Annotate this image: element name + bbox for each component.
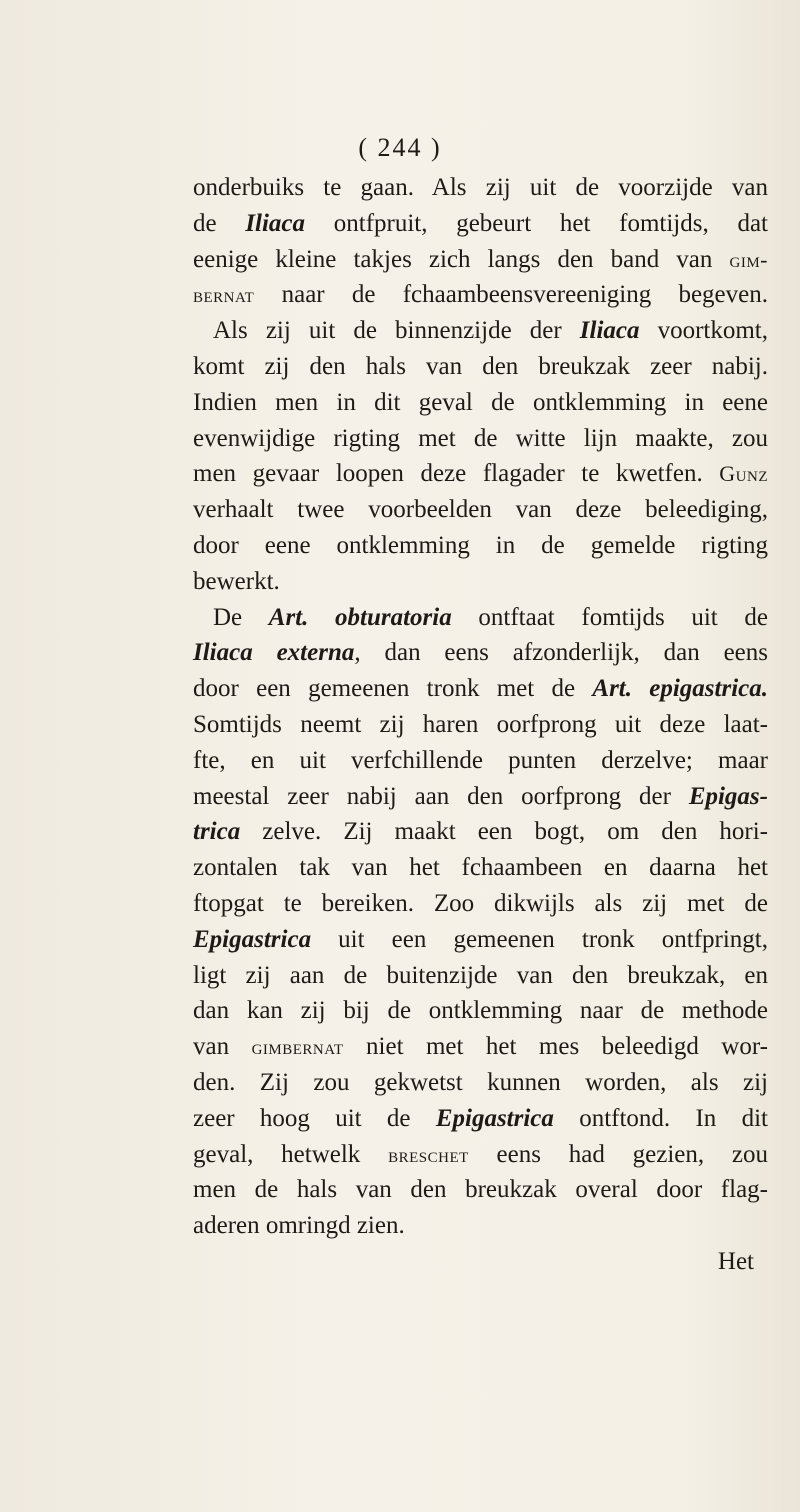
text-run: zeer hoog uit de — [193, 1104, 436, 1132]
text-line — [193, 1029, 768, 1065]
text-run: ligt zij aan de buitenzijde van den breukzak, en — [193, 961, 768, 989]
text-run: uit een gemeenen tronk ontfpringt, — [311, 925, 768, 953]
italic-term: Iliaca — [579, 317, 640, 345]
italic-term: Iliaca — [245, 209, 306, 237]
text-run: men de hals van den breukzak overal door flag- — [193, 1176, 768, 1204]
text-run: aderen omringd zien. — [193, 1212, 405, 1240]
text-line — [193, 492, 768, 528]
body-text — [193, 170, 768, 1280]
italic-term: Epigas- — [688, 782, 768, 810]
text-run: De — [213, 603, 269, 631]
text-line — [193, 170, 768, 206]
author-name: gimbernat — [251, 1034, 344, 1060]
text-line — [193, 1101, 768, 1137]
text-line — [193, 922, 768, 958]
text-line — [193, 242, 768, 278]
italic-term: trica — [193, 818, 241, 846]
text-run: ontftond. In dit — [553, 1104, 769, 1132]
text-run: bewerkt. — [193, 567, 280, 595]
text-run: verhaalt twee voorbeelden van deze beleediging, — [193, 496, 768, 524]
italic-term: Iliaca externa — [193, 639, 355, 667]
page-number: ( 244 ) — [358, 133, 442, 162]
author-name: gim- — [729, 246, 768, 272]
text-run: voortkomt, — [639, 317, 768, 345]
text-line — [193, 277, 768, 313]
text-run: van — [193, 1033, 252, 1061]
text-run: niet met het mes beleedigd wor- — [343, 1033, 768, 1061]
text-line — [193, 1137, 768, 1173]
text-line — [193, 993, 768, 1029]
text-run: onderbuiks te gaan. Als zij uit de voorzijde van — [193, 174, 768, 201]
text-line — [193, 313, 768, 349]
text-run: zelve. Zij maakt een bogt, om den hori- — [240, 818, 768, 846]
italic-term: Epigastrica — [435, 1104, 554, 1132]
text-line — [193, 206, 768, 242]
text-line — [193, 456, 768, 492]
italic-term: Epigastrica — [193, 925, 312, 953]
text-run: door eene ontklemming in de gemelde rigting — [193, 531, 768, 559]
author-name: breschet — [388, 1141, 469, 1167]
text-line — [193, 1208, 768, 1244]
text-run: , dan eens afzonderlijk, dan eens — [354, 639, 768, 667]
italic-term: Art. obturatoria — [268, 603, 452, 631]
text-line — [193, 958, 768, 994]
text-line — [193, 635, 768, 671]
catchword — [193, 1244, 768, 1280]
text-line — [193, 779, 768, 815]
text-line — [193, 600, 768, 636]
text-line — [193, 671, 768, 707]
text-run: men gevaar loopen deze flagader te kwetfen. — [193, 460, 720, 488]
text-run: naar de fchaambeensvereeniging begeven. — [254, 281, 768, 309]
text-run: fte, en uit verfchillende punten derzelve; maar — [193, 746, 768, 774]
text-line — [193, 564, 768, 600]
text-run: geval, hetwelk — [193, 1140, 389, 1168]
author-name: bernat — [193, 282, 255, 308]
text-run: eens had gezien, zou — [468, 1140, 768, 1168]
italic-term: Art. epigastrica. — [592, 675, 769, 703]
text-line — [193, 528, 768, 564]
text-run: Somtijds neemt zij haren oorfprong uit deze laat- — [193, 710, 768, 738]
text-run: ontfpruit, gebeurt het fomtijds, dat — [305, 209, 768, 237]
text-line — [193, 385, 768, 421]
text-run: eenige kleine takjes zich langs den band van — [193, 245, 730, 273]
text-run: dan kan zij bij de ontklemming naar de methode — [193, 997, 768, 1025]
text-line — [193, 1065, 768, 1101]
text-run: ontftaat fomtijds uit de — [451, 603, 768, 631]
text-line — [193, 421, 768, 457]
text-run: meestal zeer nabij aan den oorfprong der — [193, 782, 689, 810]
text-run: evenwijdige rigting met de witte lijn maakte, zou — [193, 424, 768, 452]
author-name: Gunz — [719, 461, 768, 487]
text-line — [193, 886, 768, 922]
text-line — [193, 850, 768, 886]
text-line — [193, 814, 768, 850]
text-run: den. Zij zou gekwetst kunnen worden, als zij — [193, 1068, 768, 1096]
text-run: Als zij uit de binnenzijde der — [213, 317, 580, 345]
text-line — [193, 743, 768, 779]
text-run: zontalen tak van het fchaambeen en daarna het — [193, 854, 768, 882]
text-run: komt zij den hals van den breukzak zeer nabij. — [193, 352, 768, 380]
text-line — [193, 1172, 768, 1208]
text-line — [193, 349, 768, 385]
text-run: Indien men in dit geval de ontklemming in eene — [193, 388, 768, 416]
text-line — [193, 707, 768, 743]
text-run: Het — [717, 1247, 754, 1275]
text-run: de — [193, 209, 246, 237]
text-run: ftopgat te bereiken. Zoo dikwijls als zij met de — [193, 889, 768, 917]
text-run: door een gemeenen tronk met de — [193, 675, 593, 703]
